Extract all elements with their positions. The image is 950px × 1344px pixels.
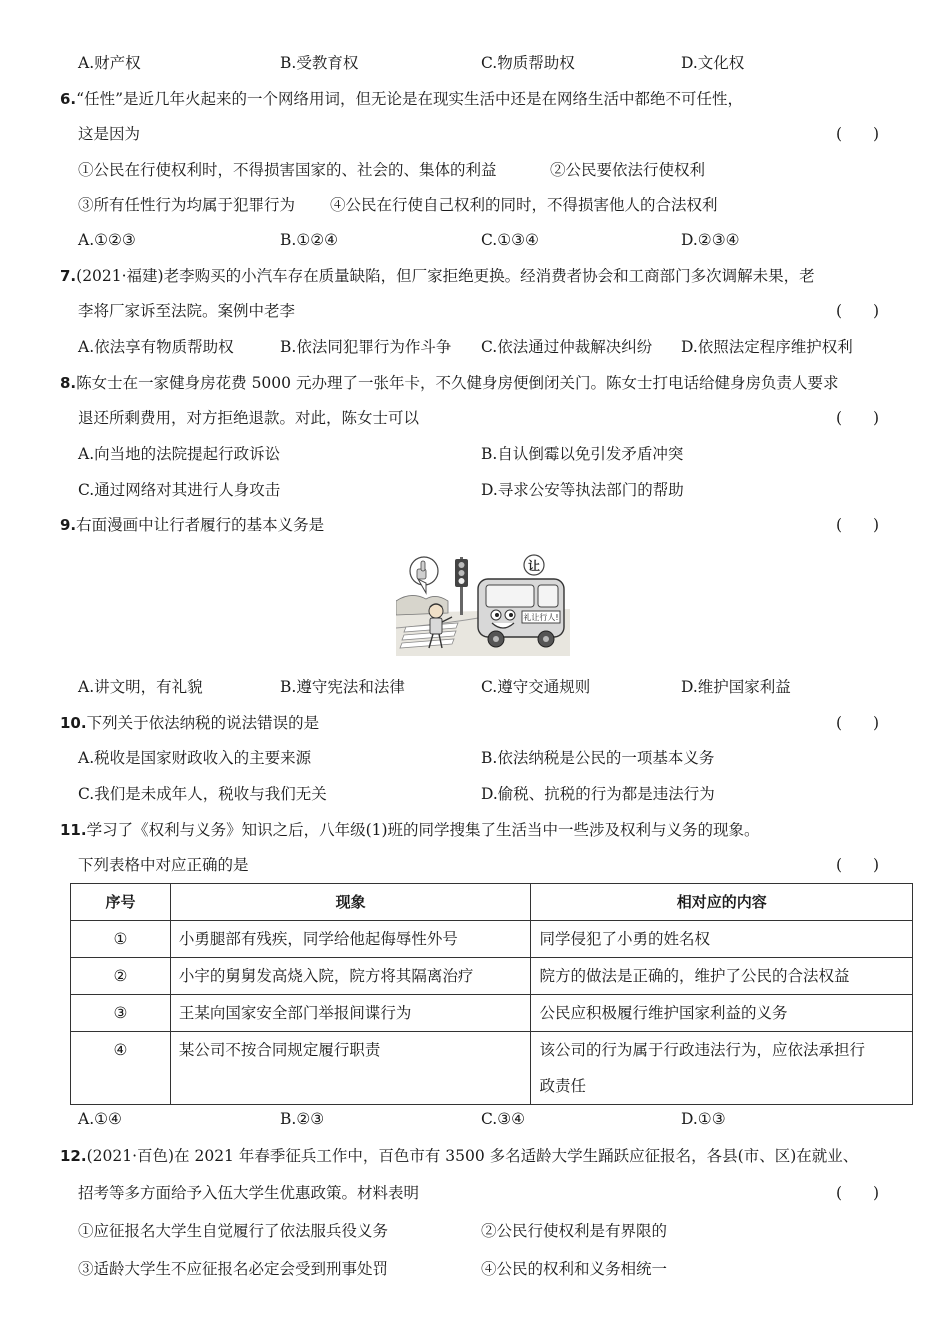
q5-option-c[interactable]: C.物质帮助权 <box>481 54 575 72</box>
q11-stem-line1 <box>60 820 760 840</box>
table-cell-number: ④ <box>71 1032 171 1105</box>
q6-option-b[interactable]: B.①②④ <box>280 231 339 249</box>
q12-number: 12. <box>60 1147 87 1165</box>
q8-option-d[interactable]: D.寻求公安等执法部门的帮助 <box>481 481 684 499</box>
q6-stem-line1 <box>60 89 743 109</box>
q6-answer-paren[interactable]: ( ) <box>836 125 880 143</box>
q12-stem-line1 <box>60 1146 858 1166</box>
table-cell-number: ③ <box>71 995 171 1032</box>
table-cell-phenomenon: 小宇的舅舅发高烧入院，院方将其隔离治疗 <box>170 958 531 995</box>
q8-option-c[interactable]: C.通过网络对其进行人身攻击 <box>78 481 281 499</box>
q10-option-c[interactable]: C.我们是未成年人，税收与我们无关 <box>78 785 327 803</box>
table-cell-phenomenon: 小勇腿部有残疾，同学给他起侮辱性外号 <box>170 921 531 958</box>
q8-stem-line1 <box>60 373 838 393</box>
q11-option-c[interactable]: C.③④ <box>481 1110 526 1128</box>
q10-number: 10. <box>60 714 87 732</box>
q9-stem-line1 <box>60 515 324 535</box>
q5-option-a[interactable]: A.财产权 <box>78 54 141 72</box>
q10-stem-text: 下列关于依法纳税的说法错误的是 <box>86 714 320 732</box>
q7-stem-text: (2021·福建)老李购买的小汽车存在质量缺陷，但厂家拒绝更换。经消费者协会和工商部门多次调解未果，老 <box>76 267 815 285</box>
q12-item-1: ①应征报名大学生自觉履行了依法服兵役义务 <box>78 1222 389 1240</box>
q11-option-b[interactable]: B.②③ <box>280 1110 325 1128</box>
q9-stem-text: 右面漫画中让行者履行的基本义务是 <box>76 516 325 534</box>
q7-number: 7. <box>60 267 77 285</box>
table-header-content: 相对应的内容 <box>531 884 913 921</box>
q6-stem-line2: 这是因为 <box>78 125 141 143</box>
table-cell-content: 同学侵犯了小勇的姓名权 <box>531 921 913 958</box>
q6-item-2: ②公民要依法行使权利 <box>550 161 706 179</box>
q6-item-3: ③所有任性行为均属于犯罪行为 <box>78 196 296 214</box>
q7-option-a[interactable]: A.依法享有物质帮助权 <box>78 338 234 356</box>
cartoon-sign-text: 让 <box>527 559 541 573</box>
q6-number: 6. <box>60 90 77 108</box>
q8-stem-line2: 退还所剩费用，对方拒绝退款。对此，陈女士可以 <box>78 409 420 427</box>
q7-option-d[interactable]: D.依照法定程序维护权利 <box>681 338 853 356</box>
table-row <box>71 995 913 1032</box>
table-header-number: 序号 <box>71 884 171 921</box>
q12-item-2: ②公民行使权利是有界限的 <box>481 1222 668 1240</box>
q5-option-b[interactable]: B.受教育权 <box>280 54 359 72</box>
q8-stem-text: 陈女士在一家健身房花费 5000 元办理了一张年卡，不久健身房便倒闭关门。陈女士打电话给健身房负责人要求 <box>76 374 839 392</box>
q10-stem-line1 <box>60 713 319 733</box>
q10-option-b[interactable]: B.依法纳税是公民的一项基本义务 <box>481 749 715 767</box>
q6-option-a[interactable]: A.①②③ <box>78 231 136 249</box>
q12-stem-text: (2021·百色)在 2021 年春季征兵工作中，百色市有 3500 多名适龄大学生踊跃应征报名，各县(市、区)在就业、 <box>86 1147 859 1165</box>
q10-option-a[interactable]: A.税收是国家财政收入的主要来源 <box>78 749 312 767</box>
q9-option-a[interactable]: A.讲文明，有礼貌 <box>78 678 203 696</box>
q11-number: 11. <box>60 821 87 839</box>
q7-option-c[interactable]: C.依法通过仲裁解决纠纷 <box>481 338 653 356</box>
q11-option-a[interactable]: A.①④ <box>78 1110 122 1128</box>
q9-answer-paren[interactable]: ( ) <box>836 516 880 534</box>
table-row <box>71 921 913 958</box>
cartoon-bus-label: 礼让行人! <box>523 613 559 622</box>
q7-stem-line1 <box>60 266 815 286</box>
q12-stem-line2: 招考等多方面给予入伍大学生优惠政策。材料表明 <box>78 1184 420 1202</box>
table-cell-content <box>531 1032 913 1105</box>
table-row <box>71 958 913 995</box>
table-cell-number: ② <box>71 958 171 995</box>
table-header-phenomenon: 现象 <box>170 884 531 921</box>
q9-option-c[interactable]: C.遵守交通规则 <box>481 678 591 696</box>
q11-table <box>70 883 913 1105</box>
q11-option-d[interactable]: D.①③ <box>681 1110 726 1128</box>
q12-answer-paren[interactable]: ( ) <box>836 1184 880 1202</box>
q11-answer-paren[interactable]: ( ) <box>836 856 880 874</box>
yield-cartoon-illustration <box>396 553 570 656</box>
table-cell-phenomenon: 某公司不按合同规定履行职责 <box>170 1032 531 1105</box>
table-cell-number: ① <box>71 921 171 958</box>
table-cell-content: 公民应积极履行维护国家利益的义务 <box>531 995 913 1032</box>
q11-stem-text: 学习了《权利与义务》知识之后，八年级(1)班的同学搜集了生活当中一些涉及权利与义务的现象。 <box>86 821 760 839</box>
q8-answer-paren[interactable]: ( ) <box>836 409 880 427</box>
q10-option-d[interactable]: D.偷税、抗税的行为都是违法行为 <box>481 785 715 803</box>
q9-number: 9. <box>60 516 77 534</box>
q12-item-3: ③适龄大学生不应征报名必定会受到刑事处罚 <box>78 1260 389 1278</box>
q9-option-b[interactable]: B.遵守宪法和法律 <box>280 678 405 696</box>
q10-answer-paren[interactable]: ( ) <box>836 714 880 732</box>
q7-stem-line2: 李将厂家诉至法院。案例中老李 <box>78 302 296 320</box>
q8-number: 8. <box>60 374 77 392</box>
table-cell-content: 院方的做法是正确的，维护了公民的合法权益 <box>531 958 913 995</box>
q8-option-a[interactable]: A.向当地的法院提起行政诉讼 <box>78 445 281 463</box>
table-cell-content-line1: 该公司的行为属于行政违法行为，应依法承担行 <box>539 1041 865 1059</box>
q6-option-c[interactable]: C.①③④ <box>481 231 539 249</box>
q12-item-4: ④公民的权利和义务相统一 <box>481 1260 668 1278</box>
q6-item-1: ①公民在行使权利时，不得损害国家的、社会的、集体的利益 <box>78 161 497 179</box>
q6-item-4: ④公民在行使自己权利的同时，不得损害他人的合法权利 <box>330 196 718 214</box>
q6-stem-text: “任性”是近几年火起来的一个网络用词，但无论是在现实生活中还是在网络生活中都绝不可任性， <box>76 90 743 108</box>
table-row <box>71 1032 913 1105</box>
q5-option-d[interactable]: D.文化权 <box>681 54 745 72</box>
q7-option-b[interactable]: B.依法同犯罪行为作斗争 <box>280 338 452 356</box>
q7-answer-paren[interactable]: ( ) <box>836 302 880 320</box>
table-header-row <box>71 884 913 921</box>
q11-stem-line2: 下列表格中对应正确的是 <box>78 856 249 874</box>
table-cell-phenomenon: 王某向国家安全部门举报间谍行为 <box>170 995 531 1032</box>
q9-option-d[interactable]: D.维护国家利益 <box>681 678 791 696</box>
q6-option-d[interactable]: D.②③④ <box>681 231 740 249</box>
table-cell-content-line2: 政责任 <box>539 1077 586 1095</box>
q8-option-b[interactable]: B.自认倒霉以免引发矛盾冲突 <box>481 445 684 463</box>
